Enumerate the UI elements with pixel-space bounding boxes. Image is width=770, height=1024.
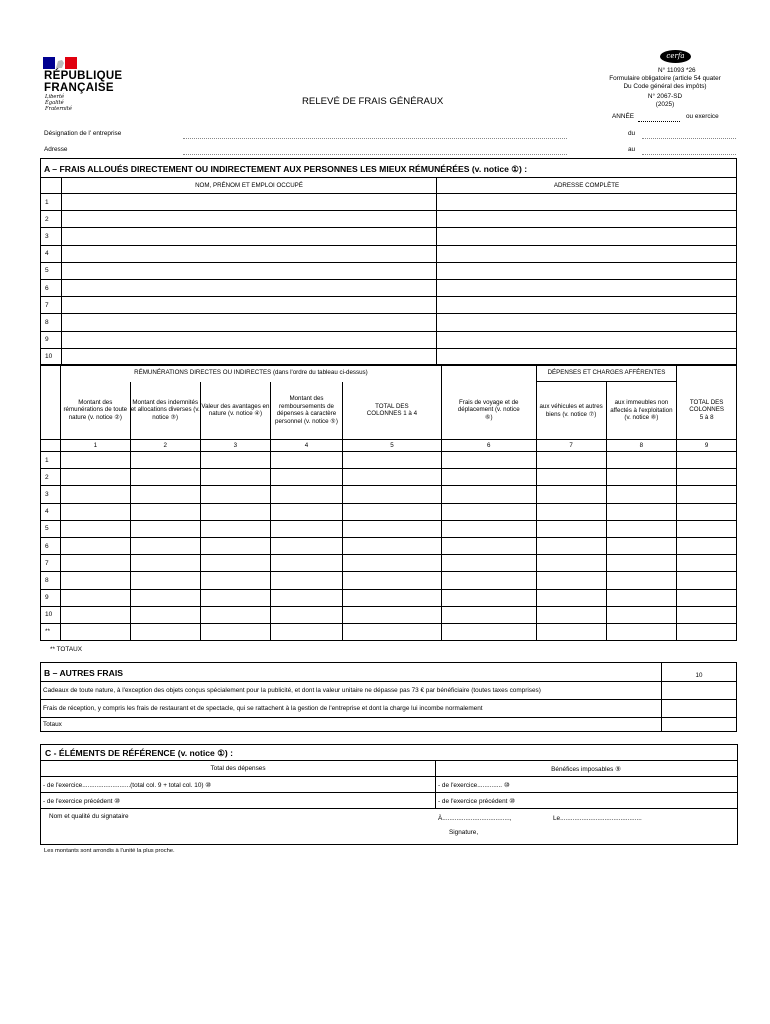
amount-cell-col-5[interactable] xyxy=(343,503,442,520)
total-depenses-header: Total des dépenses xyxy=(210,765,266,772)
amount-cell-col-9[interactable] xyxy=(677,623,737,640)
amount-cell-col-6[interactable] xyxy=(441,623,536,640)
amount-cell-col-1[interactable] xyxy=(61,486,131,503)
col-name-header: NOM, PRÉNOM ET EMPLOI OCCUPÉ xyxy=(62,178,437,194)
amount-cell-col-4[interactable] xyxy=(270,606,342,623)
amount-cell-col-7[interactable] xyxy=(536,469,606,486)
amount-cell-col-8[interactable] xyxy=(606,486,677,503)
signataire-label: Nom et qualité du signataire xyxy=(49,813,129,820)
amount-cell-col-3[interactable] xyxy=(200,606,270,623)
amount-cell-col-3[interactable] xyxy=(200,589,270,606)
section-b-row-reception: Frais de réception, y compris les frais de restaurant et de spectacle, qui se rattachent à la gestion de l'entreprise et dont la charge lui incombe normalement xyxy=(41,700,662,718)
remuneration-row xyxy=(41,520,737,537)
exercice-label: ou exercice xyxy=(686,113,719,120)
address-cell[interactable] xyxy=(437,211,737,228)
amount-cell-col-8[interactable] xyxy=(606,589,677,606)
amount-cell-col-9[interactable] xyxy=(677,486,737,503)
motto-egalite: Égalité xyxy=(45,99,64,106)
amount-cell-col-3[interactable] xyxy=(200,503,270,520)
col-number-1: 1 xyxy=(61,440,131,452)
person-row xyxy=(41,228,737,245)
amount-cell-col-1[interactable] xyxy=(61,572,131,589)
footer-note: Les montants sont arrondis à l'unité la plus proche. xyxy=(44,848,175,854)
section-a-persons-table xyxy=(40,158,737,366)
designation-field[interactable] xyxy=(183,138,567,139)
cerfa-number: N° 11093 *26 xyxy=(658,67,696,74)
amount-cell-col-1[interactable] xyxy=(61,469,131,486)
benefices-header: Bénéfices imposables ⑨ xyxy=(551,766,621,773)
amount-cell-col-7[interactable] xyxy=(536,537,606,554)
exercice-benefice-field[interactable]: - de l'exercice.............. ⑩ xyxy=(438,782,510,789)
col-number-6: 6 xyxy=(441,440,536,452)
amount-cell-col-3[interactable] xyxy=(200,555,270,572)
address-cell[interactable] xyxy=(437,279,737,296)
address-cell[interactable] xyxy=(437,331,737,348)
amount-cell-col-5[interactable] xyxy=(343,589,442,606)
name-cell[interactable] xyxy=(62,297,437,314)
au-field[interactable] xyxy=(642,154,736,155)
amount-cell-col-5[interactable] xyxy=(343,606,442,623)
au-label: au xyxy=(628,146,636,153)
amount-cell-col-1[interactable] xyxy=(61,503,131,520)
person-row xyxy=(41,211,737,228)
amount-cell-col-3[interactable] xyxy=(200,572,270,589)
name-cell[interactable] xyxy=(62,262,437,279)
address-cell[interactable] xyxy=(437,245,737,262)
amount-cell-col-7[interactable] xyxy=(536,503,606,520)
name-cell[interactable] xyxy=(62,314,437,331)
amount-cell-col-1[interactable] xyxy=(61,555,131,572)
depenses-header: DÉPENSES ET CHARGES AFFÉRENTES xyxy=(536,365,677,382)
amount-cell-col-6[interactable] xyxy=(441,606,536,623)
col-number-10: 10 xyxy=(662,663,737,682)
remuneration-row xyxy=(41,469,737,486)
amount-cell-col-8[interactable] xyxy=(606,623,677,640)
col-5-header: TOTAL DES COLONNES 1 à 4 xyxy=(343,382,442,440)
address-cell[interactable] xyxy=(437,314,737,331)
person-row xyxy=(41,314,737,331)
row-number: 9 xyxy=(41,589,61,606)
date-field[interactable]: Le.............................................. xyxy=(553,815,642,822)
designation-label: Désignation de l' entreprise xyxy=(44,130,122,137)
col-number-8: 8 xyxy=(606,440,677,452)
amount-cell-col-6[interactable] xyxy=(441,452,536,469)
row-number: 7 xyxy=(41,555,61,572)
section-b-table xyxy=(40,662,737,732)
person-row xyxy=(41,348,737,365)
republic-flag-logo xyxy=(43,56,77,68)
person-row xyxy=(41,262,737,279)
amount-cell-col-7[interactable] xyxy=(536,486,606,503)
row-number: 9 xyxy=(41,331,62,348)
republic-line-2: FRANÇAISE xyxy=(44,82,114,94)
person-row xyxy=(41,245,737,262)
amount-cell-col-9[interactable] xyxy=(677,572,737,589)
page-title: RELEVÉ DE FRAIS GÉNÉRAUX xyxy=(302,96,444,107)
row-number: 3 xyxy=(41,228,62,245)
col-number-7: 7 xyxy=(536,440,606,452)
row-number: 5 xyxy=(41,262,62,279)
republic-motto xyxy=(45,95,72,112)
amount-cell-col-2[interactable] xyxy=(130,555,200,572)
amount-cell-col-8[interactable] xyxy=(606,520,677,537)
amount-cell-col-3[interactable] xyxy=(200,452,270,469)
remuneration-row xyxy=(41,623,737,640)
amount-cell-col-6[interactable] xyxy=(441,503,536,520)
gifts-amount-cell[interactable] xyxy=(662,682,737,700)
section-b-row-totaux: Totaux xyxy=(41,718,662,732)
section-b-title: B – AUTRES FRAIS xyxy=(44,668,123,678)
amount-cell-col-3[interactable] xyxy=(200,623,270,640)
amount-cell-col-8[interactable] xyxy=(606,572,677,589)
form-note-2: Du Code général des impôts) xyxy=(623,83,707,90)
row-number: 6 xyxy=(41,279,62,296)
form-year: (2025) xyxy=(655,101,675,108)
row-number: 4 xyxy=(41,503,61,520)
name-cell[interactable] xyxy=(62,211,437,228)
person-row xyxy=(41,279,737,296)
amount-cell-col-5[interactable] xyxy=(343,572,442,589)
row-number: 7 xyxy=(41,297,62,314)
amount-cell-col-2[interactable] xyxy=(130,503,200,520)
amount-cell-col-8[interactable] xyxy=(606,606,677,623)
amount-cell-col-4[interactable] xyxy=(270,537,342,554)
row-number: ** xyxy=(41,623,61,640)
amount-cell-col-8[interactable] xyxy=(606,555,677,572)
amount-cell-col-7[interactable] xyxy=(536,572,606,589)
amount-cell-col-4[interactable] xyxy=(270,572,342,589)
exercice-total-field[interactable]: - de l'exercice...........................(total col. 9 + total col. 10) ⑩ xyxy=(43,782,212,789)
remuneration-row xyxy=(41,452,737,469)
section-c-box xyxy=(40,744,738,845)
persons-rows xyxy=(41,194,737,366)
amount-cell-col-7[interactable] xyxy=(536,623,606,640)
remunerations-rows xyxy=(41,452,737,641)
amount-cell-col-4[interactable] xyxy=(270,486,342,503)
col-8-header: aux immeubles non affectés à l'exploitation (v. notice ⑧) xyxy=(606,382,677,440)
amount-cell-col-5[interactable] xyxy=(343,520,442,537)
amount-cell-col-4[interactable] xyxy=(270,520,342,537)
remuneration-row xyxy=(41,606,737,623)
amount-cell-col-1[interactable] xyxy=(61,606,131,623)
remuneration-row xyxy=(41,537,737,554)
col-2-header: Montant des indemnités et allocations diverses (v. notice ③) xyxy=(130,382,200,440)
name-cell[interactable] xyxy=(62,245,437,262)
row-number: 8 xyxy=(41,572,61,589)
remuneration-row xyxy=(41,486,737,503)
address-cell[interactable] xyxy=(437,228,737,245)
row-number: 10 xyxy=(41,606,61,623)
col-4-header: Montant des remboursements de dépenses à caractère personnel (v. notice ⑤) xyxy=(270,382,342,440)
totaux-note: ** TOTAUX xyxy=(50,646,82,653)
col-number-3: 3 xyxy=(200,440,270,452)
precedent-total-field[interactable]: - de l'exercice précédent ⑩ xyxy=(43,798,120,805)
amount-cell-col-7[interactable] xyxy=(536,589,606,606)
amount-cell-col-8[interactable] xyxy=(606,469,677,486)
remunerations-header: RÉMUNÉRATIONS DIRECTES OU INDIRECTES (dans l'ordre du tableau ci-dessus) xyxy=(61,365,442,382)
amount-cell-col-2[interactable] xyxy=(130,452,200,469)
col-number-5: 5 xyxy=(343,440,442,452)
name-cell[interactable] xyxy=(62,279,437,296)
col-7-header: aux véhicules et autres biens (v. notice ⑦) xyxy=(536,382,606,440)
annee-field[interactable] xyxy=(638,121,680,122)
adresse-label: Adresse xyxy=(44,146,68,153)
amount-cell-col-1[interactable] xyxy=(61,452,131,469)
amount-cell-col-1[interactable] xyxy=(61,520,131,537)
amount-cell-col-5[interactable] xyxy=(343,469,442,486)
precedent-benefice-field[interactable]: - de l'exercice précédent ⑩ xyxy=(438,798,515,805)
amount-cell-col-2[interactable] xyxy=(130,537,200,554)
form-number: N° 2067-SD xyxy=(647,93,683,100)
amount-cell-col-9[interactable] xyxy=(677,537,737,554)
adresse-field[interactable] xyxy=(183,154,567,155)
row-number: 8 xyxy=(41,314,62,331)
col-number-9: 9 xyxy=(677,440,737,452)
section-b-row-gifts: Cadeaux de toute nature, à l'exception des objets conçus spécialement pour la publicité, et dont la valeur unitaire ne dépasse pas 73 € par bénéficiaire (toutes taxes comprises) xyxy=(41,682,662,700)
person-row xyxy=(41,297,737,314)
col-number-4: 4 xyxy=(270,440,342,452)
row-number: 2 xyxy=(41,211,62,228)
amount-cell-col-9[interactable] xyxy=(677,503,737,520)
amount-cell-col-3[interactable] xyxy=(200,486,270,503)
amount-cell-col-7[interactable] xyxy=(536,452,606,469)
amount-cell-col-6[interactable] xyxy=(441,537,536,554)
republic-name xyxy=(44,70,122,94)
amount-cell-col-4[interactable] xyxy=(270,469,342,486)
remuneration-row xyxy=(41,589,737,606)
amount-cell-col-6[interactable] xyxy=(441,555,536,572)
amount-cell-col-3[interactable] xyxy=(200,469,270,486)
amount-cell-col-9[interactable] xyxy=(677,606,737,623)
row-number: 1 xyxy=(41,452,61,469)
signature-label: Signature, xyxy=(449,829,479,836)
amount-cell-col-7[interactable] xyxy=(536,555,606,572)
name-cell[interactable] xyxy=(62,228,437,245)
amount-cell-col-4[interactable] xyxy=(270,623,342,640)
amount-cell-col-8[interactable] xyxy=(606,537,677,554)
amount-cell-col-2[interactable] xyxy=(130,606,200,623)
amount-cell-col-5[interactable] xyxy=(343,555,442,572)
republic-line-1: RÉPUBLIQUE xyxy=(44,70,123,82)
col-3-header: Valeur des avantages en nature (v. notice ④) xyxy=(200,382,270,440)
name-cell[interactable] xyxy=(62,348,437,365)
amount-cell-col-5[interactable] xyxy=(343,486,442,503)
du-field[interactable] xyxy=(642,138,736,139)
reception-amount-cell[interactable] xyxy=(662,700,737,718)
row-number: 6 xyxy=(41,537,61,554)
section-a-title: A – FRAIS ALLOUÉS DIRECTEMENT OU INDIRECTEMENT AUX PERSONNES LES MIEUX RÉMUNÉRÉES (v. notice ①) : xyxy=(44,164,528,174)
amount-cell-col-5[interactable] xyxy=(343,537,442,554)
amount-cell-col-9[interactable] xyxy=(677,520,737,537)
amount-cell-col-8[interactable] xyxy=(606,503,677,520)
address-cell[interactable] xyxy=(437,194,737,211)
row-number: 3 xyxy=(41,486,61,503)
row-number: 4 xyxy=(41,245,62,262)
col-1-header: Montant des rémunérations de toute nature (v. notice ②) xyxy=(61,382,131,440)
amount-cell-col-9[interactable] xyxy=(677,452,737,469)
row-number: 1 xyxy=(41,194,62,211)
address-cell[interactable] xyxy=(437,262,737,279)
name-cell[interactable] xyxy=(62,194,437,211)
amount-cell-col-6[interactable] xyxy=(441,469,536,486)
address-cell[interactable] xyxy=(437,297,737,314)
amount-cell-col-1[interactable] xyxy=(61,623,131,640)
section-c-title: C - ÉLÉMENTS DE RÉFÉRENCE (v. notice ①) : xyxy=(45,748,234,758)
remuneration-row xyxy=(41,572,737,589)
motto-liberte: Liberté xyxy=(45,94,65,100)
amount-cell-col-7[interactable] xyxy=(536,606,606,623)
row-number: 5 xyxy=(41,520,61,537)
amount-cell-col-6[interactable] xyxy=(441,589,536,606)
remuneration-row xyxy=(41,555,737,572)
amount-cell-col-3[interactable] xyxy=(200,537,270,554)
name-cell[interactable] xyxy=(62,331,437,348)
amount-cell-col-2[interactable] xyxy=(130,623,200,640)
amount-cell-col-4[interactable] xyxy=(270,452,342,469)
amount-cell-col-8[interactable] xyxy=(606,452,677,469)
amount-cell-col-4[interactable] xyxy=(270,503,342,520)
col-number-2: 2 xyxy=(130,440,200,452)
amount-cell-col-6[interactable] xyxy=(441,572,536,589)
motto-fraternite: Fraternité xyxy=(45,105,72,112)
row-number: 10 xyxy=(41,348,62,365)
person-row xyxy=(41,194,737,211)
marianne-icon xyxy=(43,57,77,69)
amount-cell-col-9[interactable] xyxy=(677,589,737,606)
cerfa-logo-text: cerfa xyxy=(666,52,685,60)
amount-cell-col-9[interactable] xyxy=(677,555,737,572)
amount-cell-col-7[interactable] xyxy=(536,520,606,537)
place-field[interactable]: À......................................, xyxy=(438,815,512,822)
amount-cell-col-3[interactable] xyxy=(200,520,270,537)
amount-cell-col-2[interactable] xyxy=(130,486,200,503)
amount-cell-col-1[interactable] xyxy=(61,589,131,606)
amount-cell-col-9[interactable] xyxy=(677,469,737,486)
cerfa-logo xyxy=(660,50,691,63)
amount-cell-col-6[interactable] xyxy=(441,520,536,537)
col-9-header: TOTAL DES COLONNES 5 à 8 xyxy=(677,382,737,440)
col-address-header: ADRESSE COMPLÈTE xyxy=(437,178,737,194)
section-a-remunerations-table xyxy=(40,364,737,641)
amount-cell-col-4[interactable] xyxy=(270,555,342,572)
amount-cell-col-5[interactable] xyxy=(343,623,442,640)
amount-cell-col-2[interactable] xyxy=(130,520,200,537)
amount-cell-col-5[interactable] xyxy=(343,452,442,469)
amount-cell-col-2[interactable] xyxy=(130,572,200,589)
address-cell[interactable] xyxy=(437,348,737,365)
amount-cell-col-6[interactable] xyxy=(441,486,536,503)
person-row xyxy=(41,331,737,348)
du-label: du xyxy=(628,130,636,137)
totaux-amount-cell[interactable] xyxy=(662,718,737,732)
remuneration-row xyxy=(41,503,737,520)
amount-cell-col-2[interactable] xyxy=(130,469,200,486)
form-note-1: Formulaire obligatoire (article 54 quater xyxy=(609,75,721,82)
amount-cell-col-2[interactable] xyxy=(130,589,200,606)
row-number: 2 xyxy=(41,469,61,486)
amount-cell-col-4[interactable] xyxy=(270,589,342,606)
annee-label: ANNÉE xyxy=(612,113,635,120)
col-6-header: Frais de voyage et de déplacement (v. notice ⑥) xyxy=(441,382,536,440)
amount-cell-col-1[interactable] xyxy=(61,537,131,554)
